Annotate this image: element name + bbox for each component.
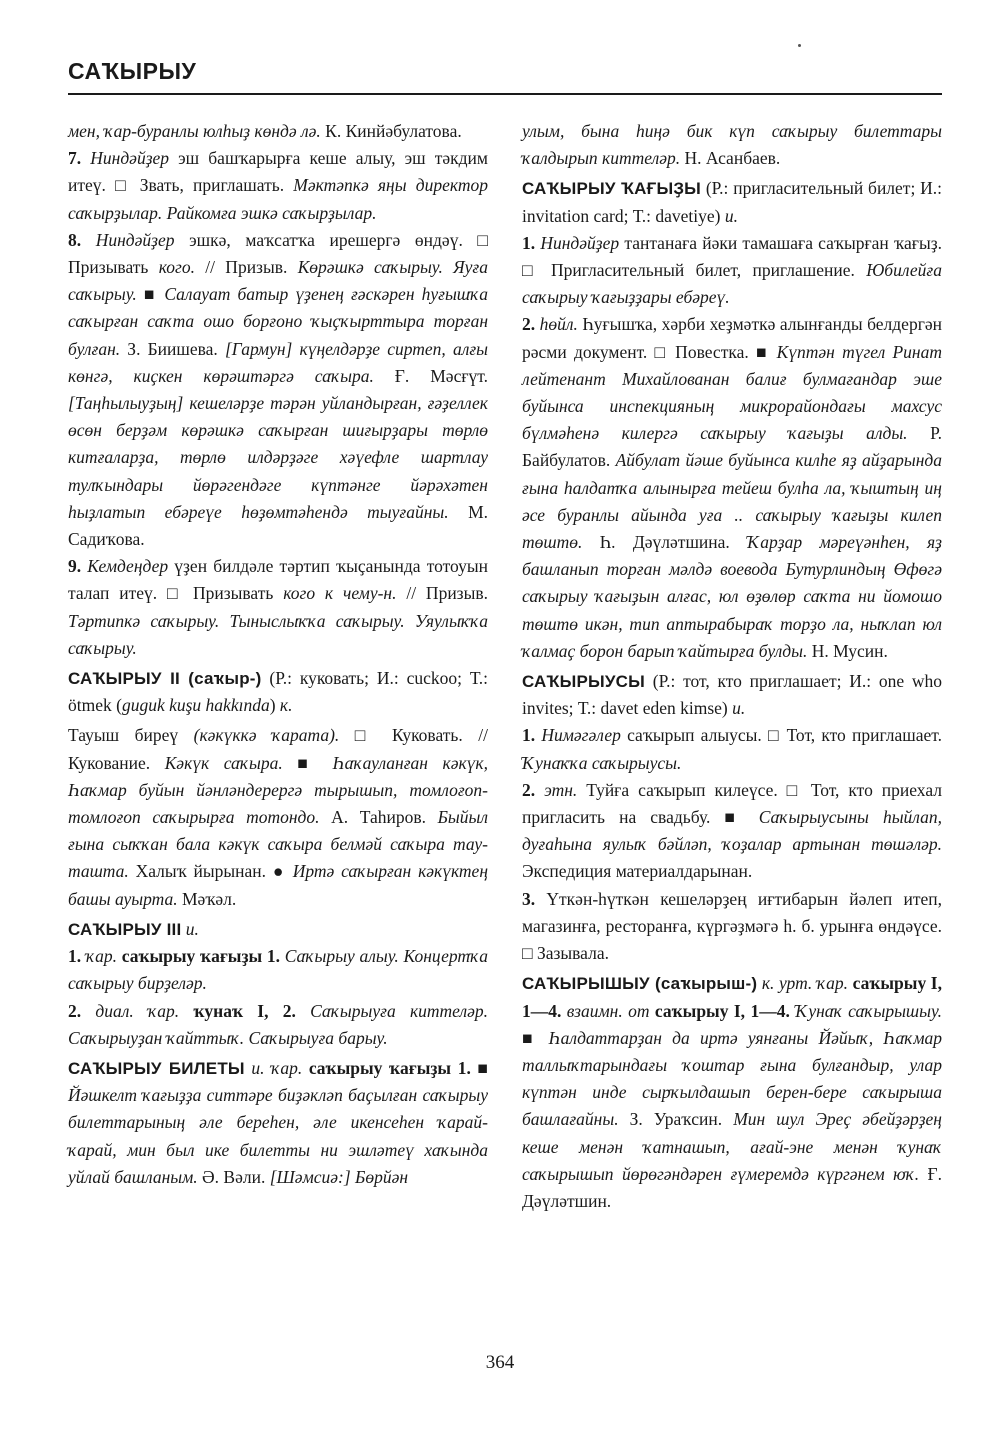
- entry-sense: 7. Ниндәйҙер эш башҡарырға кеше алыу, эш тәкдим итеү. □ Звать, приглашать. Мәктәпкә яңы директор саҡырҙылар. Райкомға эшкә саҡырҙылар.: [68, 148, 488, 223]
- dictionary-entry: САҠЫРЫУСЫ (Р.: тот, кто приглашает; И.: one who invites; Т.: davet eden kimse) и.: [522, 671, 942, 719]
- entry-sense: 1. Нимәгәлер саҡырып алыусы. □ Тот, кто приглашает. Ҡунаҡҡа саҡырыусы.: [522, 725, 943, 773]
- page-number: 364: [485, 1352, 515, 1373]
- entry-sense: 1. Ниндәйҙер тантанаға йәки тамашаға саҡырған ҡағыҙ. □ Пригласительный билет, приглашение. Юбилейға саҡырыу ҡағыҙҙары ебәреү.: [522, 232, 942, 308]
- entry-sense: 8. Ниндәйҙер эшкә, маҡсатҡа ирешергә өндәү. □ Призывать кого. // Призыв. Көрәшкә саҡырыу. Яуға саҡырыу. ■ Салауат батыр үҙенең ғәскәрен һуғышҡа саҡырған саҡта ошо борғоно ҡыҫҡырттыра торған булған. З. Биишева. [Гармун] күңелдәрҙе сиртеп, алғы көнгә, киҫкен көрәштәргә саҡыра. Ғ. Мәсғүт. [Таңһылыуҙың] кешеләрҙе тәрән уйландырған, ғәҙеллек өсөн берҙәм көрәшкә саҡырған шиғырҙары төрлө китғаларҙа, төрлө илдәрҙәге хәүефле шартлау тулҡындары йөрәгендәге күптәнге йәрәхәтен һыҙлатып ебәреүе һөҙөмтәһендә тыуғайны. М. Садиҡова.: [68, 229, 489, 550]
- entry-sense: мен, ҡар-буранлы юлһыҙ көндә лә. К. Кинйәбулатова.: [68, 121, 462, 141]
- entry-sense: 2. һөйл. Һуғышҡа, хәрби хеҙмәткә алынғанды белдергән рәсми документ. □ Повестка. ■ Күптән түгел Ринат лейтенант Михайлованан балиғ булмағандар эше буйынса инспекцияның микрорайондағы махсус бүлмәһенә килергә саҡырыу ҡағыҙы алды. Р. Байбулатов. Айбулат йәше буйынса килһе яҙ айҙарында ғына һалдатҡа алынырға тейеш булһа ла, ҡыштың иң әсе буранлы айында уға .. саҡырыу ҡағыҙы килеп төштө. Һ. Дәүләтшина. Ҡарҙар мәреүәнһен, яҙ башланып торған мәлдә воевода Бутурлиндың Өфөгә саҡырыу ҡағыҙын алғас, юл өҙөлөр саҡта ни йомошо төштө икән, тип аптырабыраҡ торҙо ла, ныҡлап юл ҡалмаҫ борон барып ҡайтырға булды. Н. Мусин.: [522, 314, 943, 661]
- dictionary-entry: САҠЫРЫУ ҠАҒЫҘЫ (Р.: пригласительный билет; И.: invitation card; Т.: davetiye) и.: [522, 178, 942, 226]
- speck: [798, 44, 801, 47]
- entry-sense: 2. этн. Туйға саҡырып килеүсе. □ Тот, кто приехал пригласить на свадьбу. ■ Саҡырыусыны һыйлап, дуғаһына яулыҡ бәйләп, ҡоҙалар артынан төшәләр. Экспедиция материалдарынан.: [522, 779, 943, 882]
- dictionary-entry: САҠЫРЫШЫУ (саҡырыш-) к. урт. ҡар. саҡырыу I, 1—4. взаимн. от саҡырыу I, 1—4. Ҡунаҡ саҡырышыу. ■ Һалдаттарҙан да иртә уянғаны Йәйыҡ, Һаҡмар таллыҡтарындағы ҡоштар ғына булғандыр, улар күптән инде сырҡылдашып берен-бере саҡырыша башлағайны. З. Ураҡсин. Мин шул Эреҫ әбейҙәрҙең кеше менән ҡатнашып, ағай-эне менән ҡунаҡ саҡырышып йөрөгәндәрен ғүмеремдә күргәнем юҡ. Ғ. Дәүләтшин.: [522, 973, 943, 1211]
- running-header: САҠЫРЫУ: [68, 58, 197, 84]
- entry-sense: улым, бына һиңә бик күп саҡырыу билеттары ҡалдырып киттеләр. Н. Асанбаев.: [522, 121, 942, 169]
- left-column: [68, 118, 488, 1191]
- dictionary-entry: САҠЫРЫУ II (саҡыр-) (Р.: куковать; И.: cuckoo; Т.: ötmek (guguk kuşu hakkında) к.: [68, 668, 489, 716]
- right-column: [522, 118, 942, 1215]
- entry-sense: 1. ҡар. саҡырыу ҡағыҙы 1. Саҡырыу алыу. Концертҡа саҡырыу бирҙеләр.: [68, 946, 488, 994]
- entry-sense: 9. Кемдеңдер үҙен билдәле тәртип ҡыҫанында тотоуын талап итеү. □ Призывать кого к чему-н. // Призыв. Тәртипкә саҡырыу. Тыныслыҡҡа саҡырыу. Уяулыҡҡа саҡырыу.: [68, 556, 489, 658]
- dictionary-entry: САҠЫРЫУ БИЛЕТЫ и. ҡар. саҡырыу ҡағыҙы 1. ■ Йәшкелт ҡағыҙҙа ситтәре биҙәкләп баҫылған саҡырыу билеттарының әле береһен, әле икенсеһен ҡарай-ҡарай, мин был ике билетты ни эшләтеү хаҡында уйлай башланым. Ә. Вәли. [Шәмсиә:] Бөрйән: [68, 1057, 489, 1187]
- entry-sense: 2. диал. ҡар. ҡунаҡ I, 2. Саҡырыуға киттеләр. Саҡырыуҙан ҡайттыҡ. Саҡырыуға барыу.: [68, 1000, 489, 1048]
- dictionary-entry: САҠЫРЫУ III и.: [68, 918, 199, 939]
- header-rule: [68, 93, 942, 95]
- dictionary-entry: Тауыш биреү (кәкүккә ҡарата). □ Куковать. // Кукование. Кәкүк саҡыра. ■ Һаҡауланған кәкүк, Һаҡмар буйын йәнләндерергә тырышып, томлоғоп-томлоғоп саҡырырға тотондо. А. Таһиров. Быйыл ғына сыҡҡан бала кәкүк саҡыра белмәй саҡыра тау-ташта. Халыҡ йырынан. ● Иртә саҡырған кәкүктең башы ауырта. Мәҡәл.: [68, 725, 488, 909]
- entry-sense: 3. Үткән-һүткән кешеләрҙең иғтибарын йәлеп итеп, магазинға, ресторанға, күргәҙмәгә һ. б. урынға өндәүсе. □ Зазывала.: [522, 888, 942, 964]
